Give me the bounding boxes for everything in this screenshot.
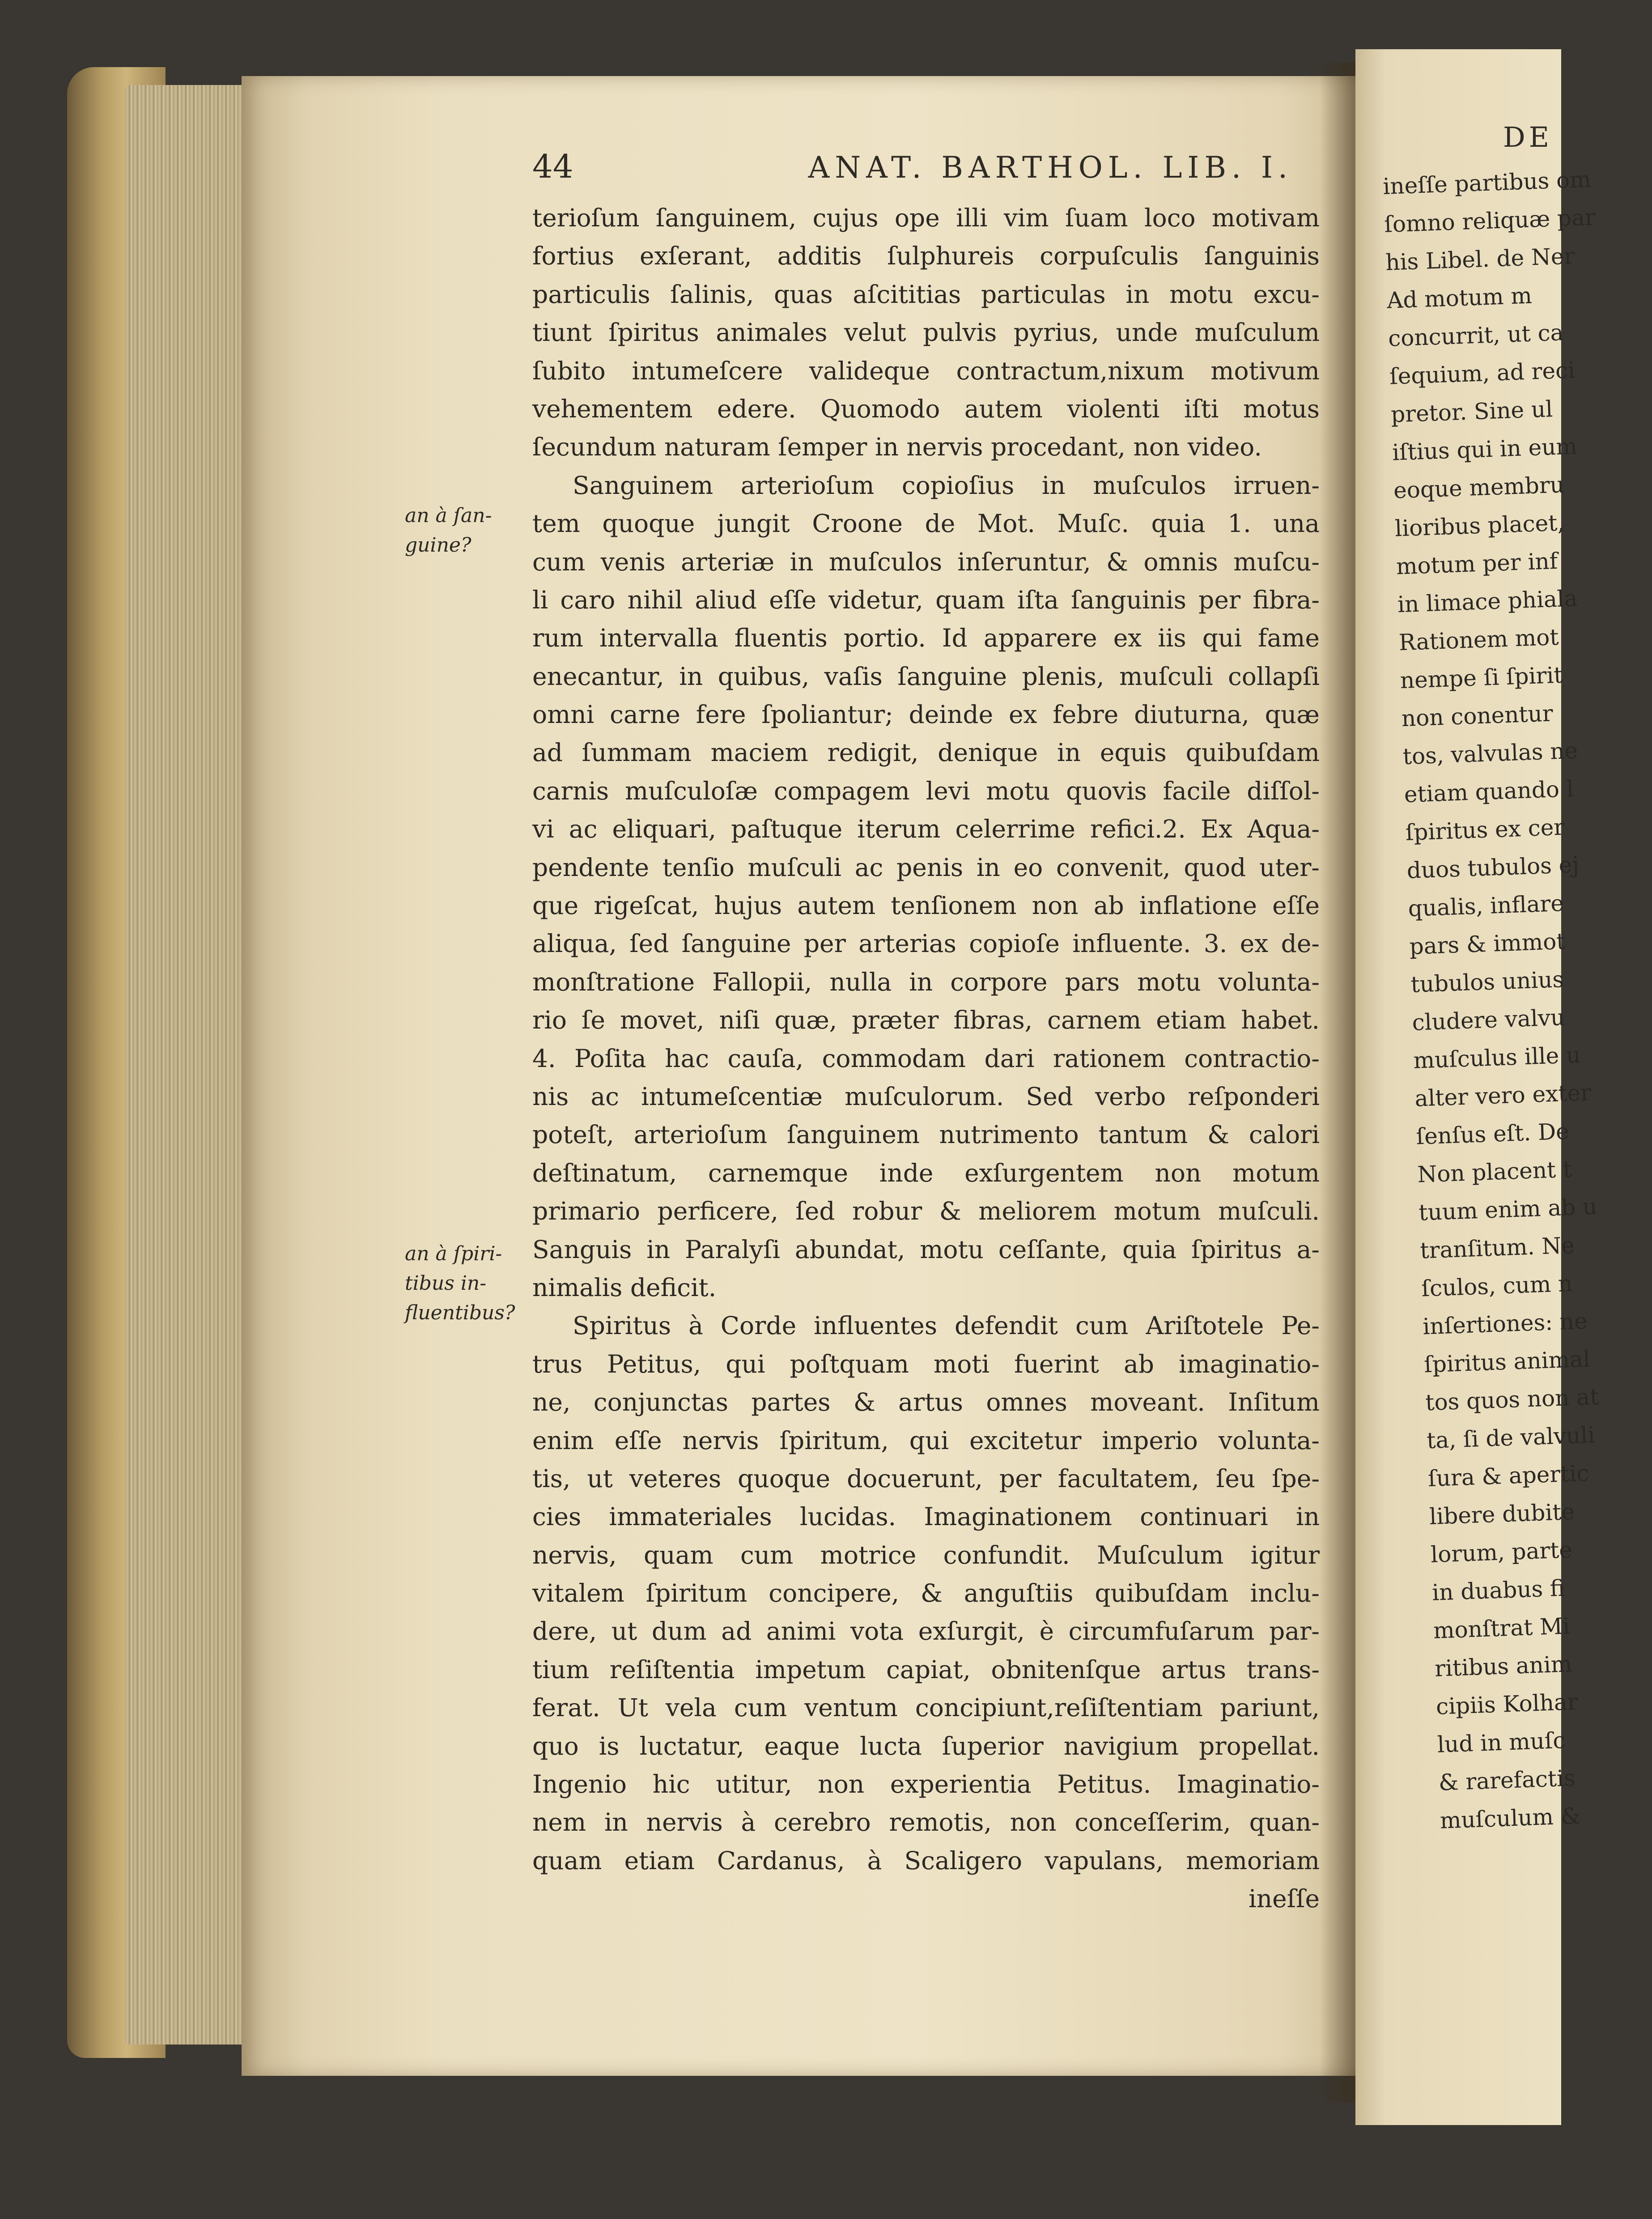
right-page-line: cipiis Kolhar — [1435, 1688, 1579, 1720]
text-line: aliqua, ſed ſanguine per arterias copioſe influente. 3. ex de- — [532, 929, 1320, 958]
right-page-line: eoque membru — [1393, 472, 1565, 504]
right-page-line: cludere valvu — [1411, 1004, 1566, 1036]
right-page-line: Ad motum m — [1386, 282, 1533, 314]
right-page-line: ſomno reliquæ par — [1384, 204, 1596, 238]
right-page-line: qualis, inflare — [1407, 890, 1564, 922]
margin-note-line: an à ſpiri- — [405, 1242, 502, 1265]
right-page-line: pars & immot — [1409, 928, 1566, 960]
margin-note-line: an à ſan- — [405, 504, 492, 527]
right-page-line: in limace phiala — [1397, 585, 1578, 618]
text-line: dere, ut dum ad animi vota exſurgit, è circumfuſarum par- — [532, 1617, 1320, 1646]
text-line: terioſum ſanguinem, cujus ope illi vim ſuam loco motivam — [532, 204, 1320, 232]
right-page-line: pretor. Sine ul — [1390, 396, 1554, 428]
text-line: tium reſiſtentia impetum capiat, obnitenſque artus trans- — [532, 1655, 1320, 1684]
page-edges — [125, 85, 255, 2045]
margin-note-line: tibus in- — [405, 1272, 487, 1295]
right-page-line: tos quos non at — [1425, 1383, 1600, 1416]
text-line: primario perficere, ſed robur & meliorem motum muſculi. — [532, 1197, 1320, 1226]
text-line: cum venis arteriæ in muſculos inſeruntur, & omnis muſcu- — [532, 547, 1320, 576]
text-line: ineſſe — [1249, 1884, 1320, 1913]
margin-note-line: guine? — [405, 534, 471, 557]
right-page-line: muſculum & — [1440, 1802, 1581, 1834]
right-page-line: in duabus fi — [1431, 1575, 1566, 1606]
text-line: nem in nervis à cerebro remotis, non conceſſerim, quan- — [532, 1808, 1320, 1837]
text-line: rum intervalla fluentis portio. Id apparere ex iis qui fame — [532, 624, 1320, 653]
right-page-line: ſequium, ad reci — [1389, 357, 1576, 390]
text-line: ne, conjunctas partes & artus omnes moveant. Inſitum — [532, 1388, 1320, 1417]
text-line: enecantur, in quibus, vaſis ſanguine plenis, muſculi collapſi — [532, 662, 1320, 691]
text-line: enim eſſe nervis ſpiritum, qui excitetur imperio volunta- — [532, 1426, 1320, 1455]
text-line: ferat. Ut vela cum ventum concipiunt,reſiſtentiam pariunt, — [532, 1693, 1320, 1722]
page-header — [532, 148, 1320, 185]
text-line: ad ſummam maciem redigit, denique in equis quibuſdam — [532, 738, 1320, 767]
right-page-line: iſtius qui in eum — [1392, 433, 1578, 466]
text-line: pendente tenſio muſculi ac penis in eo convenit, quod uter- — [532, 853, 1320, 882]
running-head: ANAT. BARTHOL. LIB. I. — [808, 150, 1293, 185]
text-line: poteſt, arterioſum ſanguinem nutrimento tantum & calori — [532, 1120, 1320, 1149]
right-page-line: his Libel. de Ner — [1385, 243, 1576, 276]
text-line: ſecundum naturam ſemper in nervis procedant, non video. — [532, 433, 1262, 462]
text-line: ſubito intumeſcere valideque contractum,nixum motivum — [532, 356, 1320, 385]
right-page-line: non conentur — [1401, 700, 1554, 732]
right-page-line: & rarefactis — [1438, 1765, 1576, 1796]
right-page-line: ſpiritus animal — [1423, 1346, 1591, 1378]
body-text — [532, 199, 1320, 1918]
text-line: Ingenio hic utitur, non experientia Petitus. Imaginatio- — [532, 1770, 1320, 1799]
text-line: carnis muſculoſæ compagem levi motu quovis facile diſſol- — [532, 776, 1320, 805]
right-page-line: ſpiritus ex cer — [1405, 814, 1565, 846]
text-line: fortius exſerant, additis ſulphureis corpuſculis ſanguinis — [532, 242, 1320, 271]
text-line: trus Petitus, qui poſtquam moti fuerint ab imaginatio- — [532, 1349, 1320, 1378]
text-line: particulis ſalinis, quas aſcititias particulas in motu excu- — [532, 280, 1320, 309]
text-line: tiunt ſpiritus animales velut pulvis pyrius, unde muſculum — [532, 318, 1320, 347]
text-line: deſtinatum, carnemque inde exſurgentem non motum — [532, 1158, 1320, 1187]
text-line: que rigeſcat, hujus autem tenſionem non ab inflatione eſſe — [532, 891, 1320, 920]
right-page-line: tranſitum. Ne — [1419, 1232, 1575, 1264]
right-page-line: libere dubite — [1429, 1498, 1575, 1530]
text-line: Spiritus à Corde influentes defendit cum Ariſtotele Pe- — [573, 1311, 1320, 1340]
text-line: Sanguis in Paralyſi abundat, motu ceſſante, quia ſpiritus a- — [532, 1235, 1320, 1264]
right-page — [1355, 49, 1600, 2125]
right-page-line: tubulos unius — [1410, 966, 1564, 998]
right-page-line: inſertiones: ne — [1422, 1308, 1588, 1340]
text-line: nimalis deficit. — [532, 1273, 717, 1302]
right-page-line: Non placent t — [1417, 1156, 1573, 1188]
text-line: quo is luctatur, eaque lucta ſuperior navigium propellat. — [532, 1731, 1320, 1760]
text-line: omni carne fere ſpoliantur; deinde ex febre diuturna, quæ — [532, 700, 1320, 729]
text-line: rio ſe movet, niſi quæ, præter fibras, carnem etiam habet. — [532, 1006, 1320, 1035]
right-page-line: lioribus placet, — [1394, 510, 1565, 542]
text-line: tem quoque jungit Croone de Mot. Muſc. quia 1. una — [532, 509, 1320, 538]
right-page-line: lorum, parte — [1430, 1537, 1573, 1568]
text-line: vitalem ſpiritum concipere, & anguſtiis quibuſdam inclu- — [532, 1579, 1320, 1608]
right-page-line: muſculus ille u — [1413, 1041, 1581, 1074]
right-page-line: ineſſe partibus om — [1382, 166, 1592, 200]
right-page-line: tos, valvulas ne — [1402, 737, 1579, 770]
right-page-line: tuum enim ab u — [1418, 1193, 1598, 1226]
right-page-line: motum per inf — [1396, 548, 1559, 580]
text-line: tis, ut veteres quoque docuerunt, per facultatem, ſeu ſpe- — [532, 1464, 1320, 1493]
text-line: monſtratione Fallopii, nulla in corpore pars motu volunta- — [532, 967, 1320, 996]
text-line: nervis, quam cum motrice confundit. Muſculum igitur — [532, 1540, 1320, 1569]
text-line: vehementem edere. Quomodo autem violenti iſti motus — [532, 394, 1320, 423]
text-line: li caro nihil aliud eſſe videtur, quam iſta ſanguinis per fibra- — [532, 585, 1320, 614]
page-number: 44 — [532, 148, 573, 185]
margin-note-line: fluentibus? — [405, 1301, 515, 1324]
right-page-line: ſura & apertic — [1427, 1460, 1590, 1492]
text-line: nis ac intumeſcentiæ muſculorum. Sed verbo reſponderi — [532, 1082, 1320, 1111]
right-page-line: nempe ſi ſpirit — [1400, 662, 1563, 694]
text-line: Sanguinem arterioſum copioſius in muſculos irruen- — [573, 471, 1320, 500]
margin-note-spiritibus — [405, 1239, 526, 1328]
right-page-line: alter vero exter — [1414, 1079, 1592, 1112]
right-page-line: etiam quando l — [1403, 775, 1574, 808]
text-line: vi ac eliquari, paſtuque iterum celerrime refici.2. Ex Aqua- — [532, 815, 1320, 844]
text-line: cies immateriales lucidas. Imaginationem continuari in — [532, 1502, 1320, 1531]
right-page-line: ſenſus eſt. De — [1415, 1118, 1570, 1150]
right-page-line: ſculos, cum n — [1421, 1270, 1573, 1302]
right-page-head: DE — [1503, 121, 1553, 153]
right-page-line: lud in muſc — [1437, 1727, 1566, 1758]
right-page-text — [1382, 161, 1628, 1840]
margin-note-sanguine — [405, 501, 526, 560]
text-line: quam etiam Cardanus, à Scaligero vapulans, memoriam — [532, 1846, 1320, 1875]
right-page-line: monſtrat Mi — [1433, 1613, 1571, 1644]
right-page-line: concurrit, ut ca — [1388, 319, 1564, 352]
right-page-line: ritibus anim — [1434, 1651, 1573, 1682]
right-page-line: ta, ſi de valvuli — [1426, 1422, 1596, 1454]
right-page-line: duos tubulos ej — [1406, 851, 1580, 884]
text-line: 4. Poſita hac cauſa, commodam dari rationem contractio- — [532, 1044, 1320, 1073]
right-page-line: Rationem mot — [1398, 624, 1559, 656]
